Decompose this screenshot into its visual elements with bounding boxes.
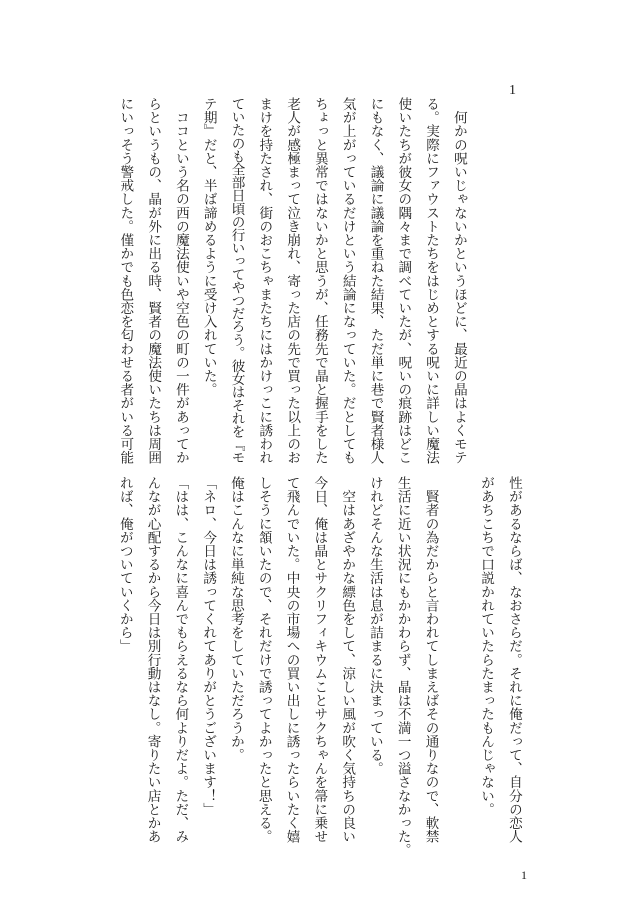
text-line: ていたのも全部日頃の行いってやつだろう。彼女はそれを『モ (228, 97, 245, 464)
text-line: にもなく、議論に議論を重ねた結果、ただ単に巷で賢者様人 (367, 97, 384, 465)
text-line: る。実際にファウストたちをはじめとする呪いに詳しい魔法 (423, 97, 440, 465)
text-line: 今日、俺は晶とサクリフィキウムことサクちゃんを箒に乗せ (311, 476, 328, 844)
dialogue-line: れば、俺がついていくから」 (116, 476, 133, 653)
scene-break (444, 476, 472, 844)
text-line: まけを持たされ、街のおこちゃまたちにはかけっこに誘われ (256, 97, 273, 465)
text-line: ココという名の西の魔法使いや空色の町の一件があってか (172, 97, 189, 465)
text-line: 空はあざやかな縹色をして、涼しい風が吹く気持ちの良い (339, 476, 356, 844)
text-line: 使いたちが彼女の隅々まで調べていたが、呪いの痕跡はどこ (395, 97, 412, 465)
section-number: 1 (509, 83, 516, 98)
text-line: 生活に近い状況にもかかわらず、晶は不満一つ溢さなかった。 (394, 476, 411, 857)
text-line: ちょっと異常ではないかと思うが、任務先で晶と握手をした (311, 97, 328, 465)
text-line: テ期』だと、半ば諦めるように受け入れていた。 (200, 97, 217, 397)
text-line: 何かの呪いじゃないかというほどに、最近の晶はよくモテ (450, 97, 467, 465)
dialogue-line: 「ネロ、今日は誘ってくれてありがとうございます！」 (200, 476, 217, 816)
dialogue-line: 「はは、こんなに喜んでもらえるなら何よりだよ。ただ、み (172, 476, 189, 844)
text-line: 気が上がっているだけという結論になっていた。だとしても (339, 97, 356, 465)
dialogue-line: んなが心配するから今日は別行動はなし。寄りたい店とかあ (144, 476, 161, 844)
body-text-upper (111, 97, 472, 465)
text-line: て飛んでいた。中央の市場への買い出しに誘ったらいたく嬉 (283, 476, 300, 844)
text-line: 性があるならば、なおさらだ。それに俺だって、自分の恋人 (505, 476, 522, 844)
text-line: があちこちで口説かれていたらたまったもんじゃない。 (478, 476, 495, 816)
text-line: 老人が感極まって泣き崩れ、寄った店の先で買った以上のお (284, 97, 301, 465)
body-text-lower (110, 476, 527, 857)
page-number: 1 (521, 868, 527, 882)
text-line: 賢者の為だからと言われてしまえばその通りなので、軟禁 (422, 476, 439, 844)
text-line: しそうに頷いたので、それだけで誘ってよかったと思える。 (255, 476, 272, 844)
text-line: 俺はこんなに単純な思考をしていただろうか。 (227, 476, 244, 762)
text-line: けれどそんな生活は息が詰まるに決まっている。 (366, 476, 383, 776)
text-line: にいっそう警戒した。僅かでも色恋を匂わせる者がいる可能 (117, 97, 134, 465)
text-line: らというもの、晶が外に出る時、賢者の魔法使いたちは周囲 (145, 97, 162, 465)
